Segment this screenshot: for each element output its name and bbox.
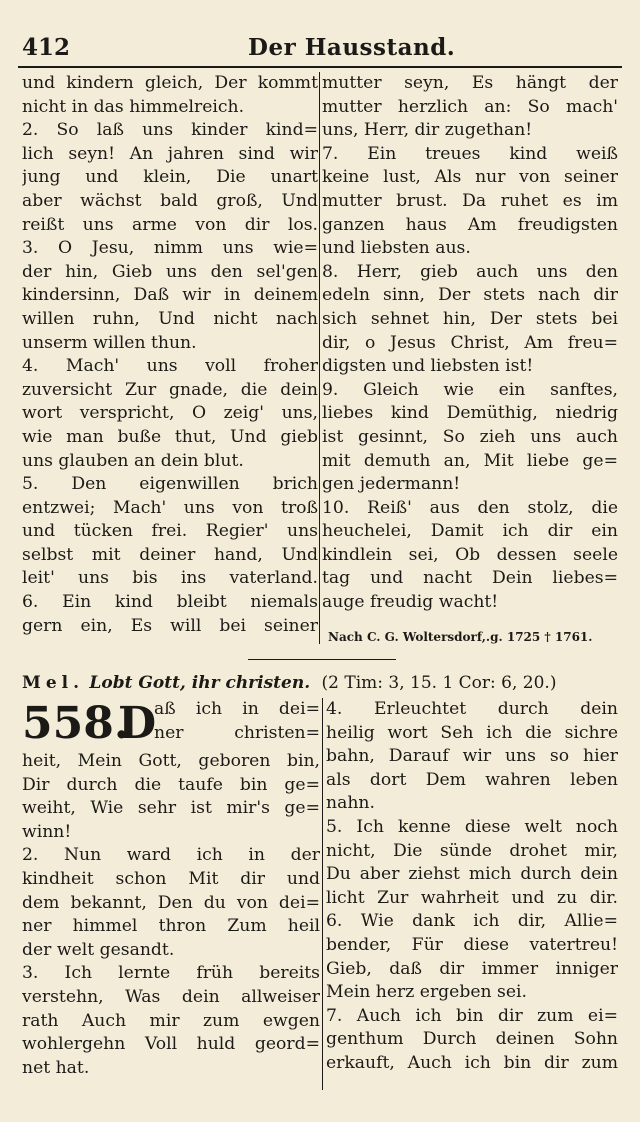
text-line: 9. Gleich wie ein sanftes, (322, 379, 618, 400)
text-line: 3. Ich lernte früh bereits (22, 963, 320, 984)
text-line: 4. Erleuchtet durch dein (326, 699, 618, 719)
hymn-attribution: Nach C. G. Woltersdorf,.g. 1725 † 1761. (328, 630, 593, 644)
page-number: 412 (22, 34, 71, 61)
text-line: Gieb, daß dir immer inniger (326, 958, 618, 979)
text-line: sich sehnet hin, Der stets bei (322, 308, 618, 329)
text-line: mutter brust. Da ruhet es im (322, 190, 618, 211)
text-line: 7. Ein treues kind weiß (322, 143, 618, 164)
text-line: jung und klein, Die unart (22, 167, 318, 188)
text-line: mutter seyn, Es hängt der (322, 73, 618, 93)
text-line: heuchelei, Damit ich dir ein (322, 521, 618, 542)
melody-tune: Lobt Gott, ihr christen. (89, 673, 311, 693)
bottom-right-column (326, 698, 618, 1076)
text-line: genthum Durch deinen Sohn (326, 1029, 618, 1050)
text-line: digsten und liebsten ist! (322, 356, 534, 377)
text-line: selbst mit deiner hand, Und (22, 544, 318, 565)
melody-label: Mel. (22, 673, 85, 693)
text-line: unserm willen thun. (22, 332, 197, 353)
text-line: wie man buße thut, Und gieb (22, 426, 318, 447)
text-line: edeln sinn, Der stets nach dir (322, 285, 618, 306)
text-line: der hin, Gieb uns den sel'gen (22, 261, 318, 282)
text-line: 10. Reiß' aus den stolz, die (322, 497, 618, 518)
bottom-column-divider (322, 698, 323, 1090)
text-line: verstehn, Was dein allweiser (22, 986, 320, 1007)
text-line: licht Zur wahrheit und zu dir. (326, 887, 618, 908)
header-rule (18, 66, 622, 68)
hymn-separator (248, 659, 396, 660)
bottom-left-column (22, 698, 320, 1080)
text-line: auge freudig wacht! (322, 592, 499, 613)
text-line: 3. O Jesu, nimm uns wie= (22, 238, 318, 259)
text-line: und tücken frei. Regier' uns (22, 521, 318, 542)
text-line: nicht in das himmelreich. (22, 96, 245, 117)
text-line: ner himmel thron Zum heil (22, 916, 320, 937)
text-line: erkauft, Auch ich bin dir zum (326, 1052, 618, 1073)
text-line: zuversicht Zur gnade, die dein (22, 379, 318, 400)
text-line: 4. Mach' uns voll froher (22, 356, 318, 377)
text-line: bender, Für diese vatertreu! (326, 934, 618, 955)
text-line: wohlergehn Voll huld geord= (22, 1034, 320, 1055)
text-line: 6. Wie dank ich dir, Allie= (326, 911, 618, 932)
text-line: 2. So laß uns kinder kind= (22, 120, 318, 141)
top-left-column (22, 72, 318, 638)
text-line: der welt gesandt. (22, 939, 175, 960)
text-line: winn! (22, 821, 72, 842)
text-line: leit' uns bis ins vaterland. (22, 568, 318, 589)
text-line: dir, o Jesus Christ, Am freu= (322, 332, 618, 353)
text-line: heit, Mein Gott, geboren bin, (22, 751, 320, 771)
text-line: willen ruhn, Und nicht nach (22, 308, 318, 329)
text-line: Dir durch die taufe bin ge= (22, 774, 320, 795)
text-line: ner christen= (154, 722, 320, 743)
text-line: lich seyn! An jahren sind wir (22, 143, 318, 164)
hymn-opening (22, 698, 320, 750)
text-line: mutter herzlich an: So mach' (322, 96, 618, 117)
text-line: wort verspricht, O zeig' uns, (22, 403, 318, 424)
text-line: nahn. (326, 793, 375, 814)
text-line: 8. Herr, gieb auch uns den (322, 261, 618, 282)
text-line: Du aber ziehst mich durch dein (326, 864, 618, 885)
text-line: weiht, Wie sehr ist mir's ge= (22, 798, 320, 819)
text-line: aß ich in dei= (154, 699, 320, 719)
text-line: net hat. (22, 1057, 90, 1078)
top-column-divider (319, 72, 320, 644)
text-line: bahn, Darauf wir uns so hier (326, 746, 618, 767)
bottom-left-lines (22, 750, 320, 1080)
text-line: ganzen haus Am freudigsten (322, 214, 618, 235)
text-line: als dort Dem wahren leben (326, 769, 618, 790)
attribution-block (328, 624, 620, 650)
text-line: 7. Auch ich bin dir zum ei= (326, 1005, 618, 1026)
text-line: entzwei; Mach' uns von troß (22, 497, 318, 518)
melody-line (22, 668, 620, 698)
text-line: rath Auch mir zum ewgen (22, 1010, 320, 1031)
text-line: keine lust, Als nur von seiner (322, 167, 618, 188)
text-line: reißt uns arme von dir los. (22, 214, 318, 235)
text-line: und kindern gleich, Der kommt (22, 73, 318, 93)
page-header (18, 30, 622, 70)
scripture-reference: (2 Tim: 3, 15. 1 Cor: 6, 20.) (321, 673, 557, 693)
text-line: uns, Herr, dir zugethan! (322, 120, 533, 141)
text-line: heilig wort Seh ich die sichre (326, 722, 618, 743)
text-line: dem bekannt, Den du von dei= (22, 892, 320, 913)
hymn-number: 558. (22, 698, 130, 749)
opening-lines (154, 698, 320, 745)
text-line: kindersinn, Daß wir in deinem (22, 285, 318, 306)
text-line: aber wächst bald groß, Und (22, 190, 318, 211)
text-line: uns glauben an dein blut. (22, 450, 244, 471)
text-line: 2. Nun ward ich in der (22, 845, 320, 866)
text-line: gen jedermann! (322, 474, 461, 495)
running-head: Der Hausstand. (248, 34, 456, 61)
text-line: tag und nacht Dein liebes= (322, 568, 618, 589)
text-line: 5. Den eigenwillen brich (22, 474, 318, 495)
text-line: 6. Ein kind bleibt niemals (22, 592, 318, 613)
top-right-column (322, 72, 618, 615)
text-line: kindlein sei, Ob dessen seele (322, 544, 618, 565)
text-line: Mein herz ergeben sei. (326, 982, 527, 1003)
text-line: kindheit schon Mit dir und (22, 868, 320, 889)
text-line: liebes kind Demüthig, niedrig (322, 403, 618, 424)
text-line: 5. Ich kenne diese welt noch (326, 816, 618, 837)
text-line: mit demuth an, Mit liebe ge= (322, 450, 618, 471)
text-line: nicht, Die sünde drohet mir, (326, 840, 618, 861)
text-line: ist gesinnt, So zieh uns auch (322, 426, 618, 447)
drop-capital: D (118, 698, 157, 749)
text-line: und liebsten aus. (322, 238, 471, 259)
text-line: gern ein, Es will bei seiner (22, 615, 318, 636)
